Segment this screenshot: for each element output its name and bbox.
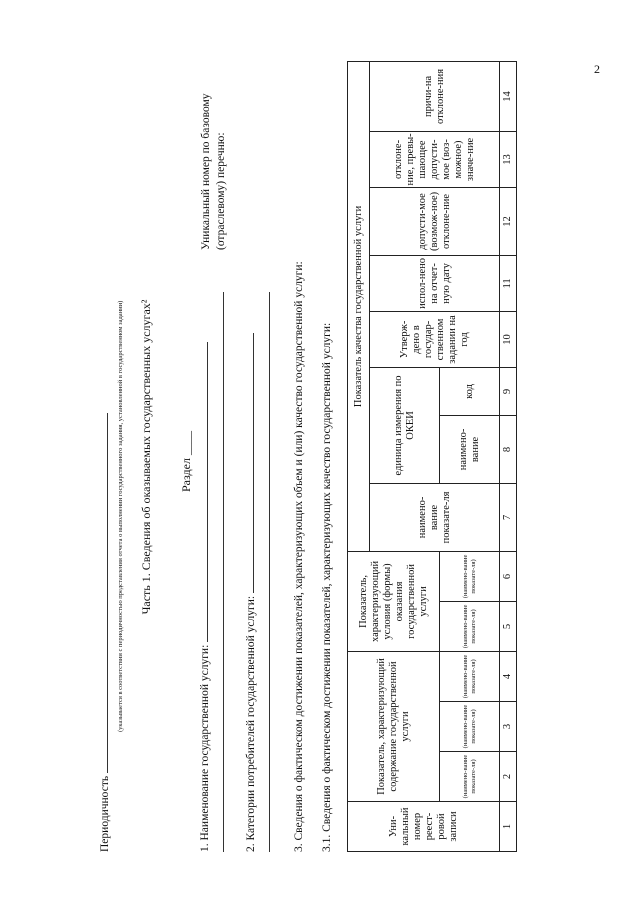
consumers-blank-2 bbox=[269, 292, 270, 852]
header-content: Показатель, характеризующий содержание государственной услуги bbox=[348, 651, 440, 801]
periodicity-blank bbox=[107, 413, 108, 773]
service-name-blank bbox=[207, 342, 208, 642]
col-number: 14 bbox=[500, 61, 517, 131]
col-number: 6 bbox=[500, 551, 517, 601]
header-conditions: Показатель, характеризующий условия (формы) оказания государственной услуги bbox=[348, 551, 440, 651]
header-unit-code: код bbox=[440, 367, 500, 415]
page-number: 2 bbox=[594, 62, 600, 76]
facts-quality-line: 3.1. Сведения о фактическом достижении показателей, характеризующих качество государственной услуги: bbox=[321, 322, 333, 852]
service-name-label: 1. Наименование государственной услуги: bbox=[199, 644, 211, 852]
sub-name-col2: (наимено-вание показате-ля) bbox=[440, 752, 500, 802]
col-number: 2 bbox=[500, 752, 517, 802]
sub-name-col5: (наимено-вание показате-ля) bbox=[440, 601, 500, 651]
facts-line: 3. Сведения о фактическом достижении показателей, характеризующих объем и (или) качество государственной услуги: bbox=[293, 261, 305, 852]
periodicity-line bbox=[99, 413, 111, 852]
col-number: 7 bbox=[500, 483, 517, 551]
col-number: 11 bbox=[500, 255, 517, 311]
col-number: 9 bbox=[500, 367, 517, 415]
periodicity-label: Периодичность bbox=[99, 775, 111, 852]
consumers-label: 2. Категории потребителей государственной услуги: bbox=[245, 595, 257, 852]
col-number: 8 bbox=[500, 415, 517, 483]
rotated-form-sheet bbox=[95, 62, 565, 852]
header-unit-name: наимено-вание bbox=[440, 415, 500, 483]
header-done: испол-нено на отчет-ную дату bbox=[370, 255, 500, 311]
unique-number-label: Уникальный номер по базовому (отраслевому) перечню: bbox=[200, 93, 227, 250]
header-indicator-name: наимено-вание показате-ля bbox=[370, 483, 500, 551]
header-quality: Показатель качества государственной услуги bbox=[348, 61, 370, 551]
col-number: 1 bbox=[500, 802, 517, 852]
col-number: 10 bbox=[500, 311, 517, 367]
col-number: 12 bbox=[500, 187, 517, 255]
service-name-line2 bbox=[215, 292, 227, 852]
sub-name-col3: (наимено-вание показате-ля) bbox=[440, 702, 500, 752]
col-number: 5 bbox=[500, 601, 517, 651]
service-name-line bbox=[199, 342, 211, 852]
header-unit: единица измерения по ОКЕИ bbox=[370, 367, 440, 483]
col-number: 4 bbox=[500, 651, 517, 701]
header-allowed: допусти-мое (возмож-ное) отклоне-ние bbox=[370, 187, 500, 255]
col-number: 13 bbox=[500, 131, 517, 187]
consumers-line2 bbox=[261, 292, 273, 852]
consumers-blank bbox=[253, 333, 254, 593]
section-label: Раздел ____ bbox=[179, 431, 193, 492]
consumers-line bbox=[245, 333, 257, 852]
periodicity-note: (указывается в соответствии с периодичностью представления отчета о выполнении государственного задания, установленной в государственном задании) bbox=[117, 300, 124, 732]
sub-name-col4: (наимено-вание показате-ля) bbox=[440, 651, 500, 701]
header-reason: причи-на отклоне-ния bbox=[370, 61, 500, 131]
header-deviation: отклоне-ние, превы-шающее допусти-мое (воз-можное) значе-ние bbox=[370, 131, 500, 187]
col-number: 3 bbox=[500, 702, 517, 752]
quality-indicators-table bbox=[347, 61, 517, 852]
part-title: Часть 1. Сведения об оказываемых государственных услугах² bbox=[139, 299, 153, 615]
service-name-blank-2 bbox=[223, 292, 224, 852]
header-unique-number: Уни-кальный номер реест-ровой записи bbox=[348, 802, 500, 852]
sub-name-col6: (наимено-вание показате-ля) bbox=[440, 551, 500, 601]
header-approved: Утверж-дено в государ-ственном задании на год bbox=[370, 311, 500, 367]
